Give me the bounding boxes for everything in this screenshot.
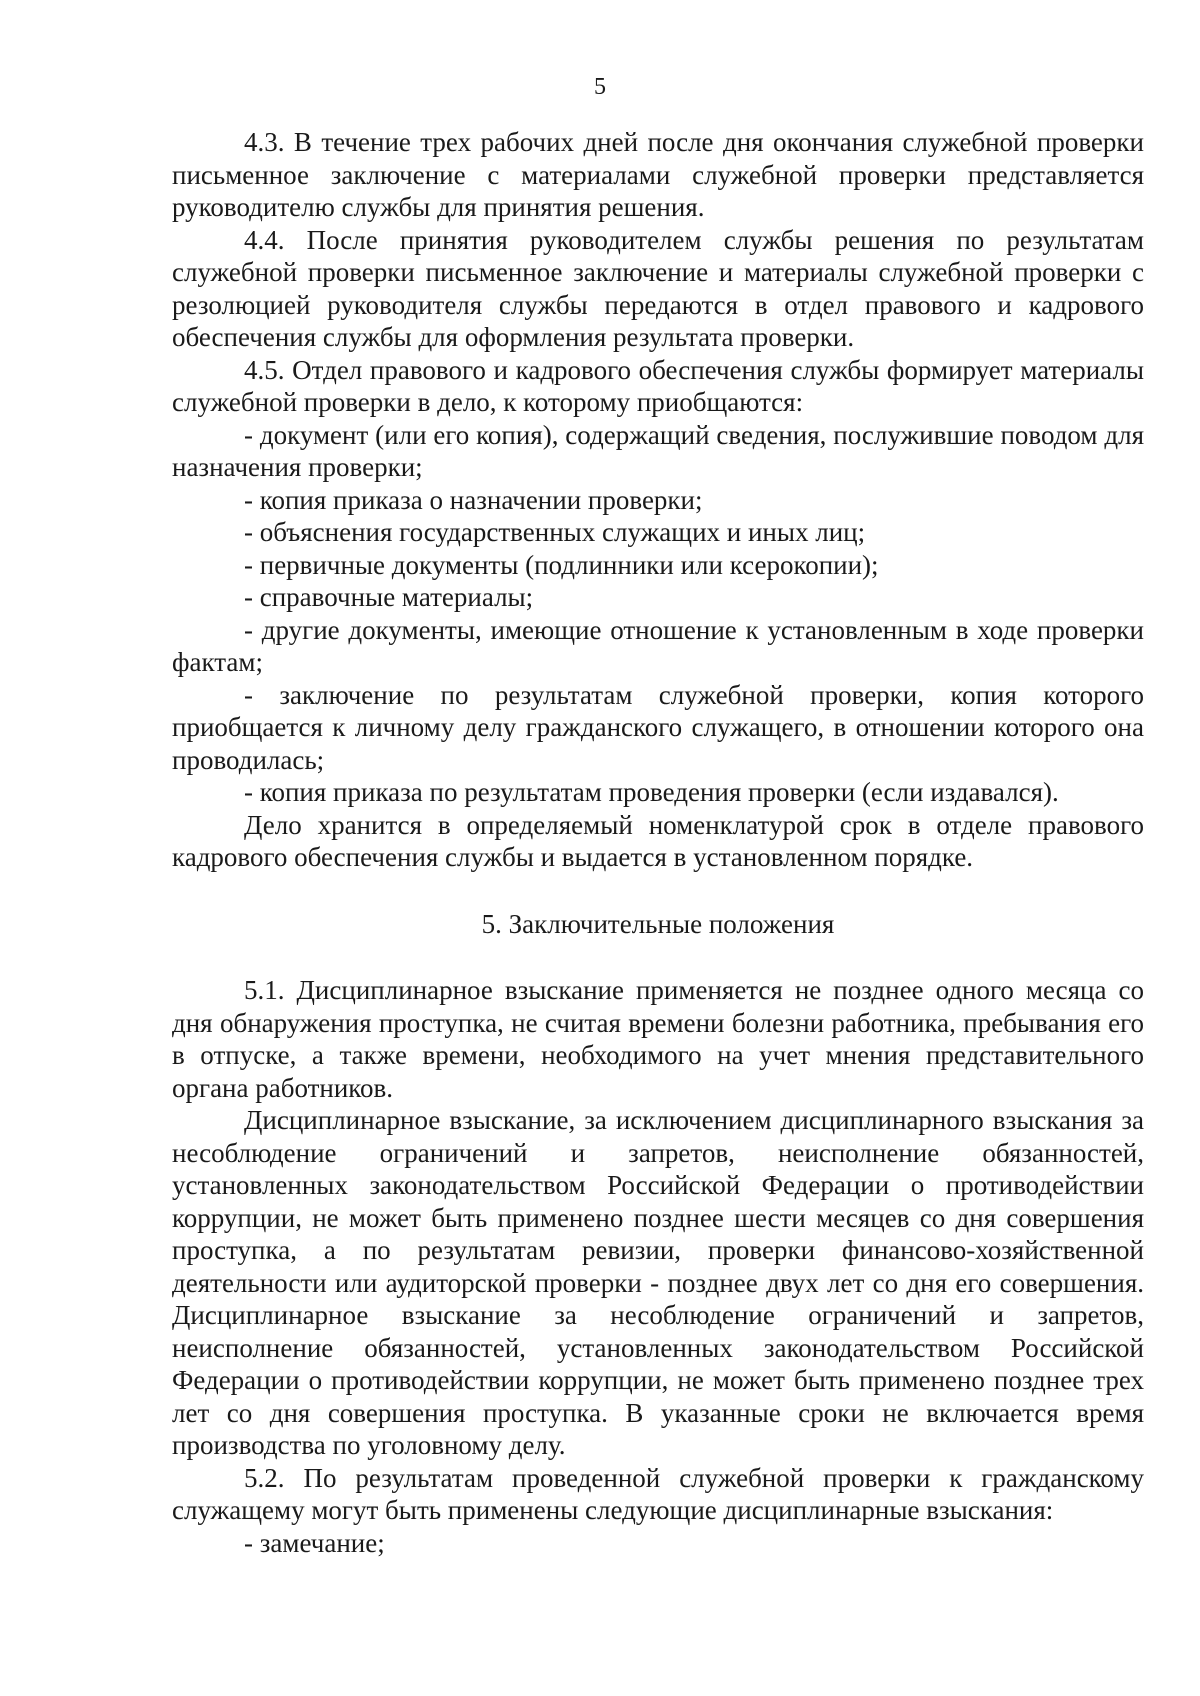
list-item: - документ (или его копия), содержащий сведения, послужившие поводом для назначения проверки; [172, 419, 1144, 482]
paragraph-case-storage: Дело хранится в определяемый номенклатурой срок в отделе правового кадрового обеспечения службы и выдается в установленном порядке. [172, 809, 1144, 872]
list-item: - замечание; [244, 1527, 385, 1558]
list-item: - другие документы, имеющие отношение к установленным в ходе проверки фактам; [172, 614, 1144, 677]
list-item: - первичные документы (подлинники или ксерокопии); [244, 549, 879, 580]
list-item: - копия приказа о назначении проверки; [244, 484, 703, 515]
paragraph-4-3: 4.3. В течение трех рабочих дней после дня окончания служебной проверки письменное заключение с материалами служебной проверки представляется руководителю службы для принятия решения. [172, 127, 1144, 222]
list-item: - копия приказа по результатам проведения проверки (если издавался). [244, 777, 1059, 807]
paragraph-5-2: 5.2. По результатам проведенной служебной проверки к гражданскому служащему могут быть применены следующие дисциплинарные взыскания: [172, 1462, 1144, 1525]
page-number: 5 [594, 74, 606, 100]
paragraph-disciplinary-terms: Дисциплинарное взыскание, за исключением дисциплинарного взыскания за несоблюдение ограничений и запретов, неисполнение обязанностей, установленных законодательством Российской Федерации о противодействии коррупции, не может быть применено позднее шести месяцев со дня совершения проступка, а по результатам ревизии, проверки финансово-хозяйственной деятельности или аудиторской проверки - позднее двух лет со дня его совершения. Дисциплинарное взыскание за несоблюдение ограничений и запретов, неисполнение обязанностей, установленных законодательством Российской Федерации о противодействии коррупции, не может быть применено позднее трех лет со дня совершения проступка. В указанные сроки не включается время производства по уголовному делу. [172, 1105, 1144, 1460]
document-body [172, 126, 1144, 1559]
list-item: - справочные материалы; [244, 582, 534, 612]
paragraph-5-1: 5.1. Дисциплинарное взыскание применяется не позднее одного месяца со дня обнаружения проступка, не считая времени болезни работника, пребывания его в отпуске, а также времени, необходимого на учет мнения представительного органа работников. [172, 975, 1144, 1103]
section-heading: 5. Заключительные положения [481, 908, 835, 939]
paragraph-4-5: 4.5. Отдел правового и кадрового обеспечения службы формирует материалы служебной проверки в дело, к которому приобщаются: [172, 354, 1144, 417]
list-item: - объяснения государственных служащих и иных лиц; [244, 517, 866, 547]
paragraph-4-4: 4.4. После принятия руководителем службы решения по результатам служебной проверки письменное заключение и материалы служебной проверки с резолюцией руководителя службы передаются в отдел правового и кадрового обеспечения службы для оформления результата проверки. [172, 224, 1144, 352]
list-item: - заключение по результатам служебной проверки, копия которого приобщается к личному делу гражданского служащего, в отношении которого она проводилась; [172, 679, 1144, 775]
